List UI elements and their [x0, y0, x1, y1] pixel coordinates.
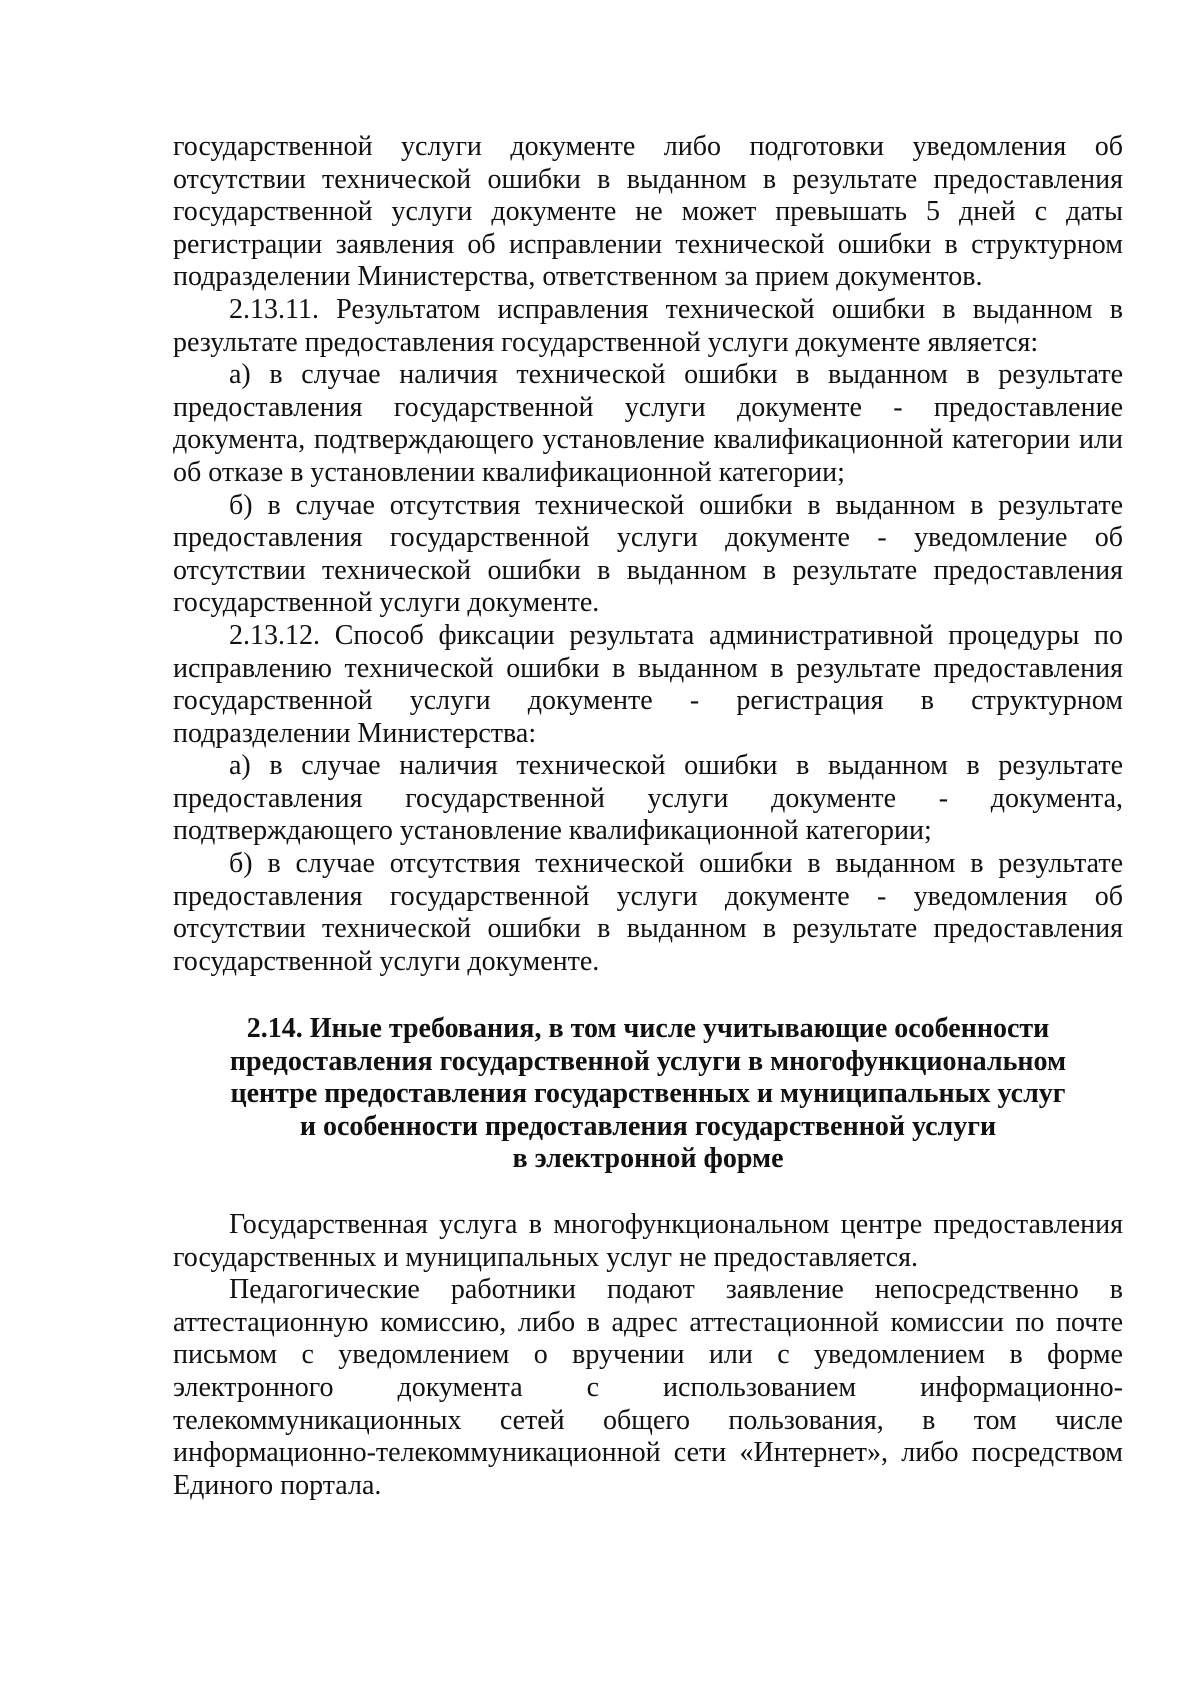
- paragraph-mfc: Государственная услуга в многофункциональном центре предоставления государственных и муниципальных услуг не предоставляется.: [173, 1209, 1123, 1273]
- section-heading-2-14: [173, 1013, 1123, 1176]
- paragraph-application-submission: Педагогические работники подают заявление непосредственно в аттестационную комиссию, либо в адрес аттестационной комиссии по почте письмом с уведомлением о вручении или с уведомлением в форме электронного документа с использованием информационно-телекоммуникационных сетей общего пользования, в том числе информационно-телекоммуникационной сети «Интернет», либо посредством Единого портала.: [173, 1274, 1123, 1501]
- body-text-top: [173, 131, 1123, 978]
- body-text-bottom: [173, 1209, 1123, 1502]
- heading-line: предоставления государственной услуги в многофункциональном: [229, 1045, 1067, 1077]
- paragraph-2-13-12-b: б) в случае отсутствия технической ошибки в выданном в результате предоставления государственной услуги документе - уведомления об отсутствии технической ошибки в выданном в результате предоставления государственной услуги документе.: [173, 848, 1123, 977]
- heading-line: центре предоставления государственных и муниципальных услуг: [230, 1078, 1066, 1110]
- paragraph-2-13-12: 2.13.12. Способ фиксации результата административной процедуры по исправлению технической ошибки в выданном в результате предоставления государственной услуги документе - регистрация в структурном подразделении Министерства:: [173, 619, 1123, 749]
- heading-line: и особенности предоставления государственной услуги: [299, 1110, 997, 1142]
- heading-line: 2.14. Иные требования, в том числе учитывающие особенности: [246, 1013, 1050, 1044]
- paragraph-2-13-11-a: а) в случае наличия технической ошибки в выданном в результате предоставления государственной услуги документе - предоставление документа, подтверждающего установление квалификационной категории или об отказе в установлении квалификационной категории;: [173, 359, 1123, 488]
- paragraph-continuation: государственной услуги документе либо подготовки уведомления об отсутствии технической ошибки в выданном в результате предоставления государственной услуги документе не может превышать 5 дней с даты регистрации заявления об исправлении технической ошибки в структурном подразделении Министерства, ответственном за прием документов.: [173, 131, 1123, 293]
- heading-line: в электронной форме: [512, 1143, 784, 1175]
- paragraph-2-13-12-a: а) в случае наличия технической ошибки в выданном в результате предоставления государственной услуги документе - документа, подтверждающего установление квалификационной категории;: [173, 750, 1123, 847]
- paragraph-2-13-11-b: б) в случае отсутствия технической ошибки в выданном в результате предоставления государственной услуги документе - уведомление об отсутствии технической ошибки в выданном в результате предоставления государственной услуги документе.: [173, 489, 1123, 619]
- paragraph-2-13-11: 2.13.11. Результатом исправления технической ошибки в выданном в результате предоставления государственной услуги документе является:: [173, 293, 1123, 358]
